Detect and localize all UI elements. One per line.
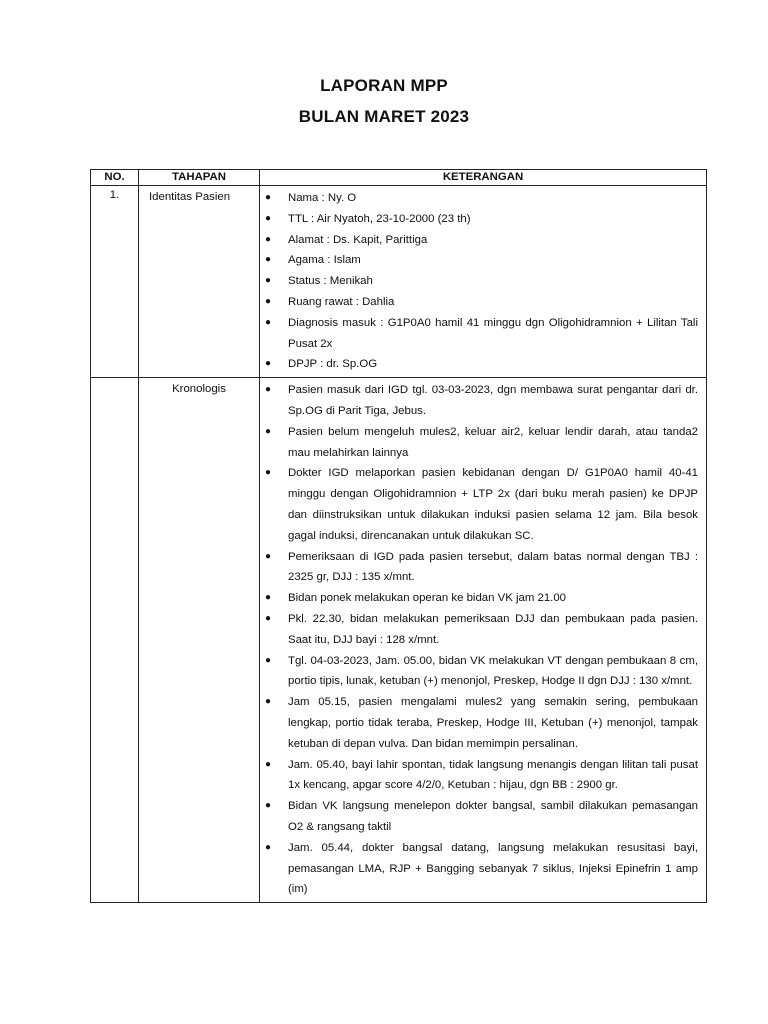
list-item [260, 463, 698, 546]
list-item [260, 609, 698, 651]
bullet-icon: ● [265, 800, 272, 812]
list-item [260, 692, 698, 754]
row-stage: Kronologis [139, 378, 260, 903]
list-item [260, 271, 698, 292]
list-item-text: Agama : Islam [288, 254, 361, 267]
list-item [260, 547, 698, 589]
row-number [91, 378, 139, 903]
header-keterangan: KETERANGAN [260, 170, 707, 186]
table-header-row [91, 170, 707, 186]
table-row [91, 186, 707, 378]
list-item-text: Diagnosis masuk : G1P0A0 hamil 41 minggu dgn Oligohidramnion + Lilitan Tali Pusat 2x [288, 316, 698, 350]
bullet-icon: ● [265, 295, 272, 307]
list-item-text: TTL : Air Nyatoh, 23-10-2000 (23 th) [288, 212, 471, 225]
bullet-icon: ● [265, 275, 272, 287]
header-tahapan: TAHAPAN [139, 170, 260, 186]
row-stage: Identitas Pasien [139, 186, 260, 378]
bullet-icon: ● [265, 316, 272, 328]
list-item [260, 796, 698, 838]
bullet-icon: ● [265, 841, 272, 853]
list-item [260, 292, 698, 313]
list-item [260, 380, 698, 422]
bullet-icon: ● [265, 384, 272, 396]
bullet-icon: ● [265, 612, 272, 624]
bullet-icon: ● [265, 254, 272, 266]
description-list [260, 186, 706, 377]
list-item-text: Jam. 05.40, bayi lahir spontan, tidak langsung menangis dengan lilitan tali pusat 1x kencang, apgar score 4/2/0, Ketuban : hijau, dgn BB : 2900 gr. [288, 758, 698, 792]
report-subtitle: BULAN MARET 2023 [298, 107, 470, 126]
report-title: LAPORAN MPP [320, 76, 448, 95]
bullet-icon: ● [265, 592, 272, 604]
list-item-text: Status : Menikah [288, 275, 373, 288]
list-item-text: Jam 05.15, pasien mengalami mules2 yang semakin sering, pembukaan lengkap, portio tidak teraba, Preskep, Hodge III, Ketuban (+) menonjol, tampak ketuban di depan vulva. Dan bidan memimpin persalinan. [288, 696, 698, 750]
list-item-text: Ruang rawat : Dahlia [288, 295, 395, 308]
table-body [91, 186, 707, 903]
row-description [260, 186, 707, 378]
row-description [260, 378, 707, 903]
list-item-text: DPJP : dr. Sp.OG [288, 358, 378, 371]
list-item [260, 354, 698, 375]
list-item-text: Tgl. 04-03-2023, Jam. 05.00, bidan VK melakukan VT dengan pembukaan 8 cm, portio tipis, lunak, ketuban (+) menonjol, Preskep, Hodge II dgn DJJ : 130 x/mnt. [288, 654, 698, 688]
list-item-text: Jam. 05.44, dokter bangsal datang, langsung melakukan resusitasi bayi, pemasangan LMA, RJP + Bangging sebanyak 7 siklus, Injeksi Epinefrin 1 amp (im) [288, 841, 698, 896]
list-item-text: Pemeriksaan di IGD pada pasien tersebut, dalam batas normal dengan TBJ : 2325 gr, DJJ : 135 x/mnt. [288, 550, 698, 584]
list-item-text: Nama : Ny. O [288, 192, 357, 204]
list-item-text: Dokter IGD melaporkan pasien kebidanan dengan D/ G1P0A0 hamil 40-41 minggu dengan Oligohidramnion + LTP 2x (dari buku merah pasien) ke DPJP dan diinstruksikan untuk dilakukan induksi pasien selama 12 jam. Bila besok gagal induksi, direncanakan untuk dilakukan SC. [288, 467, 698, 542]
list-item [260, 838, 698, 900]
list-item-text: Bidan VK langsung menelepon dokter bangsal, sambil dilakukan pemasangan O2 & rangsang taktil [288, 800, 698, 833]
row-number: 1. [91, 186, 139, 378]
bullet-icon: ● [265, 550, 272, 562]
bullet-icon: ● [265, 758, 272, 770]
list-item [260, 188, 698, 209]
bullet-icon: ● [265, 233, 272, 245]
list-item [260, 651, 698, 693]
list-item [260, 422, 698, 464]
table-row [91, 378, 707, 903]
list-item-text: Pasien masuk dari IGD tgl. 03-03-2023, dgn membawa surat pengantar dari dr. Sp.OG di Parit Tiga, Jebus. [288, 384, 698, 417]
list-item [260, 588, 698, 609]
list-item-text: Pkl. 22.30, bidan melakukan pemeriksaan DJJ dan pembukaan pada pasien. Saat itu, DJJ bayi : 128 x/mnt. [288, 612, 698, 646]
bullet-icon: ● [265, 358, 272, 370]
list-item-text: Pasien belum mengeluh mules2, keluar air2, keluar lendir darah, atau tanda2 mau melahirkan lainnya [288, 425, 698, 459]
bullet-icon: ● [265, 696, 272, 708]
bullet-icon: ● [265, 212, 272, 224]
description-list [260, 378, 706, 902]
bullet-icon: ● [265, 654, 272, 666]
list-item [260, 209, 698, 230]
report-table [90, 169, 707, 903]
list-item-text: Alamat : Ds. Kapit, Parittiga [288, 233, 428, 246]
list-item [260, 755, 698, 797]
list-item [260, 250, 698, 271]
list-item-text: Bidan ponek melakukan operan ke bidan VK jam 21.00 [288, 592, 566, 605]
bullet-icon: ● [265, 467, 272, 479]
bullet-icon: ● [265, 192, 272, 203]
header-no: NO. [91, 170, 139, 186]
list-item [260, 230, 698, 251]
list-item [260, 313, 698, 355]
bullet-icon: ● [265, 425, 272, 437]
